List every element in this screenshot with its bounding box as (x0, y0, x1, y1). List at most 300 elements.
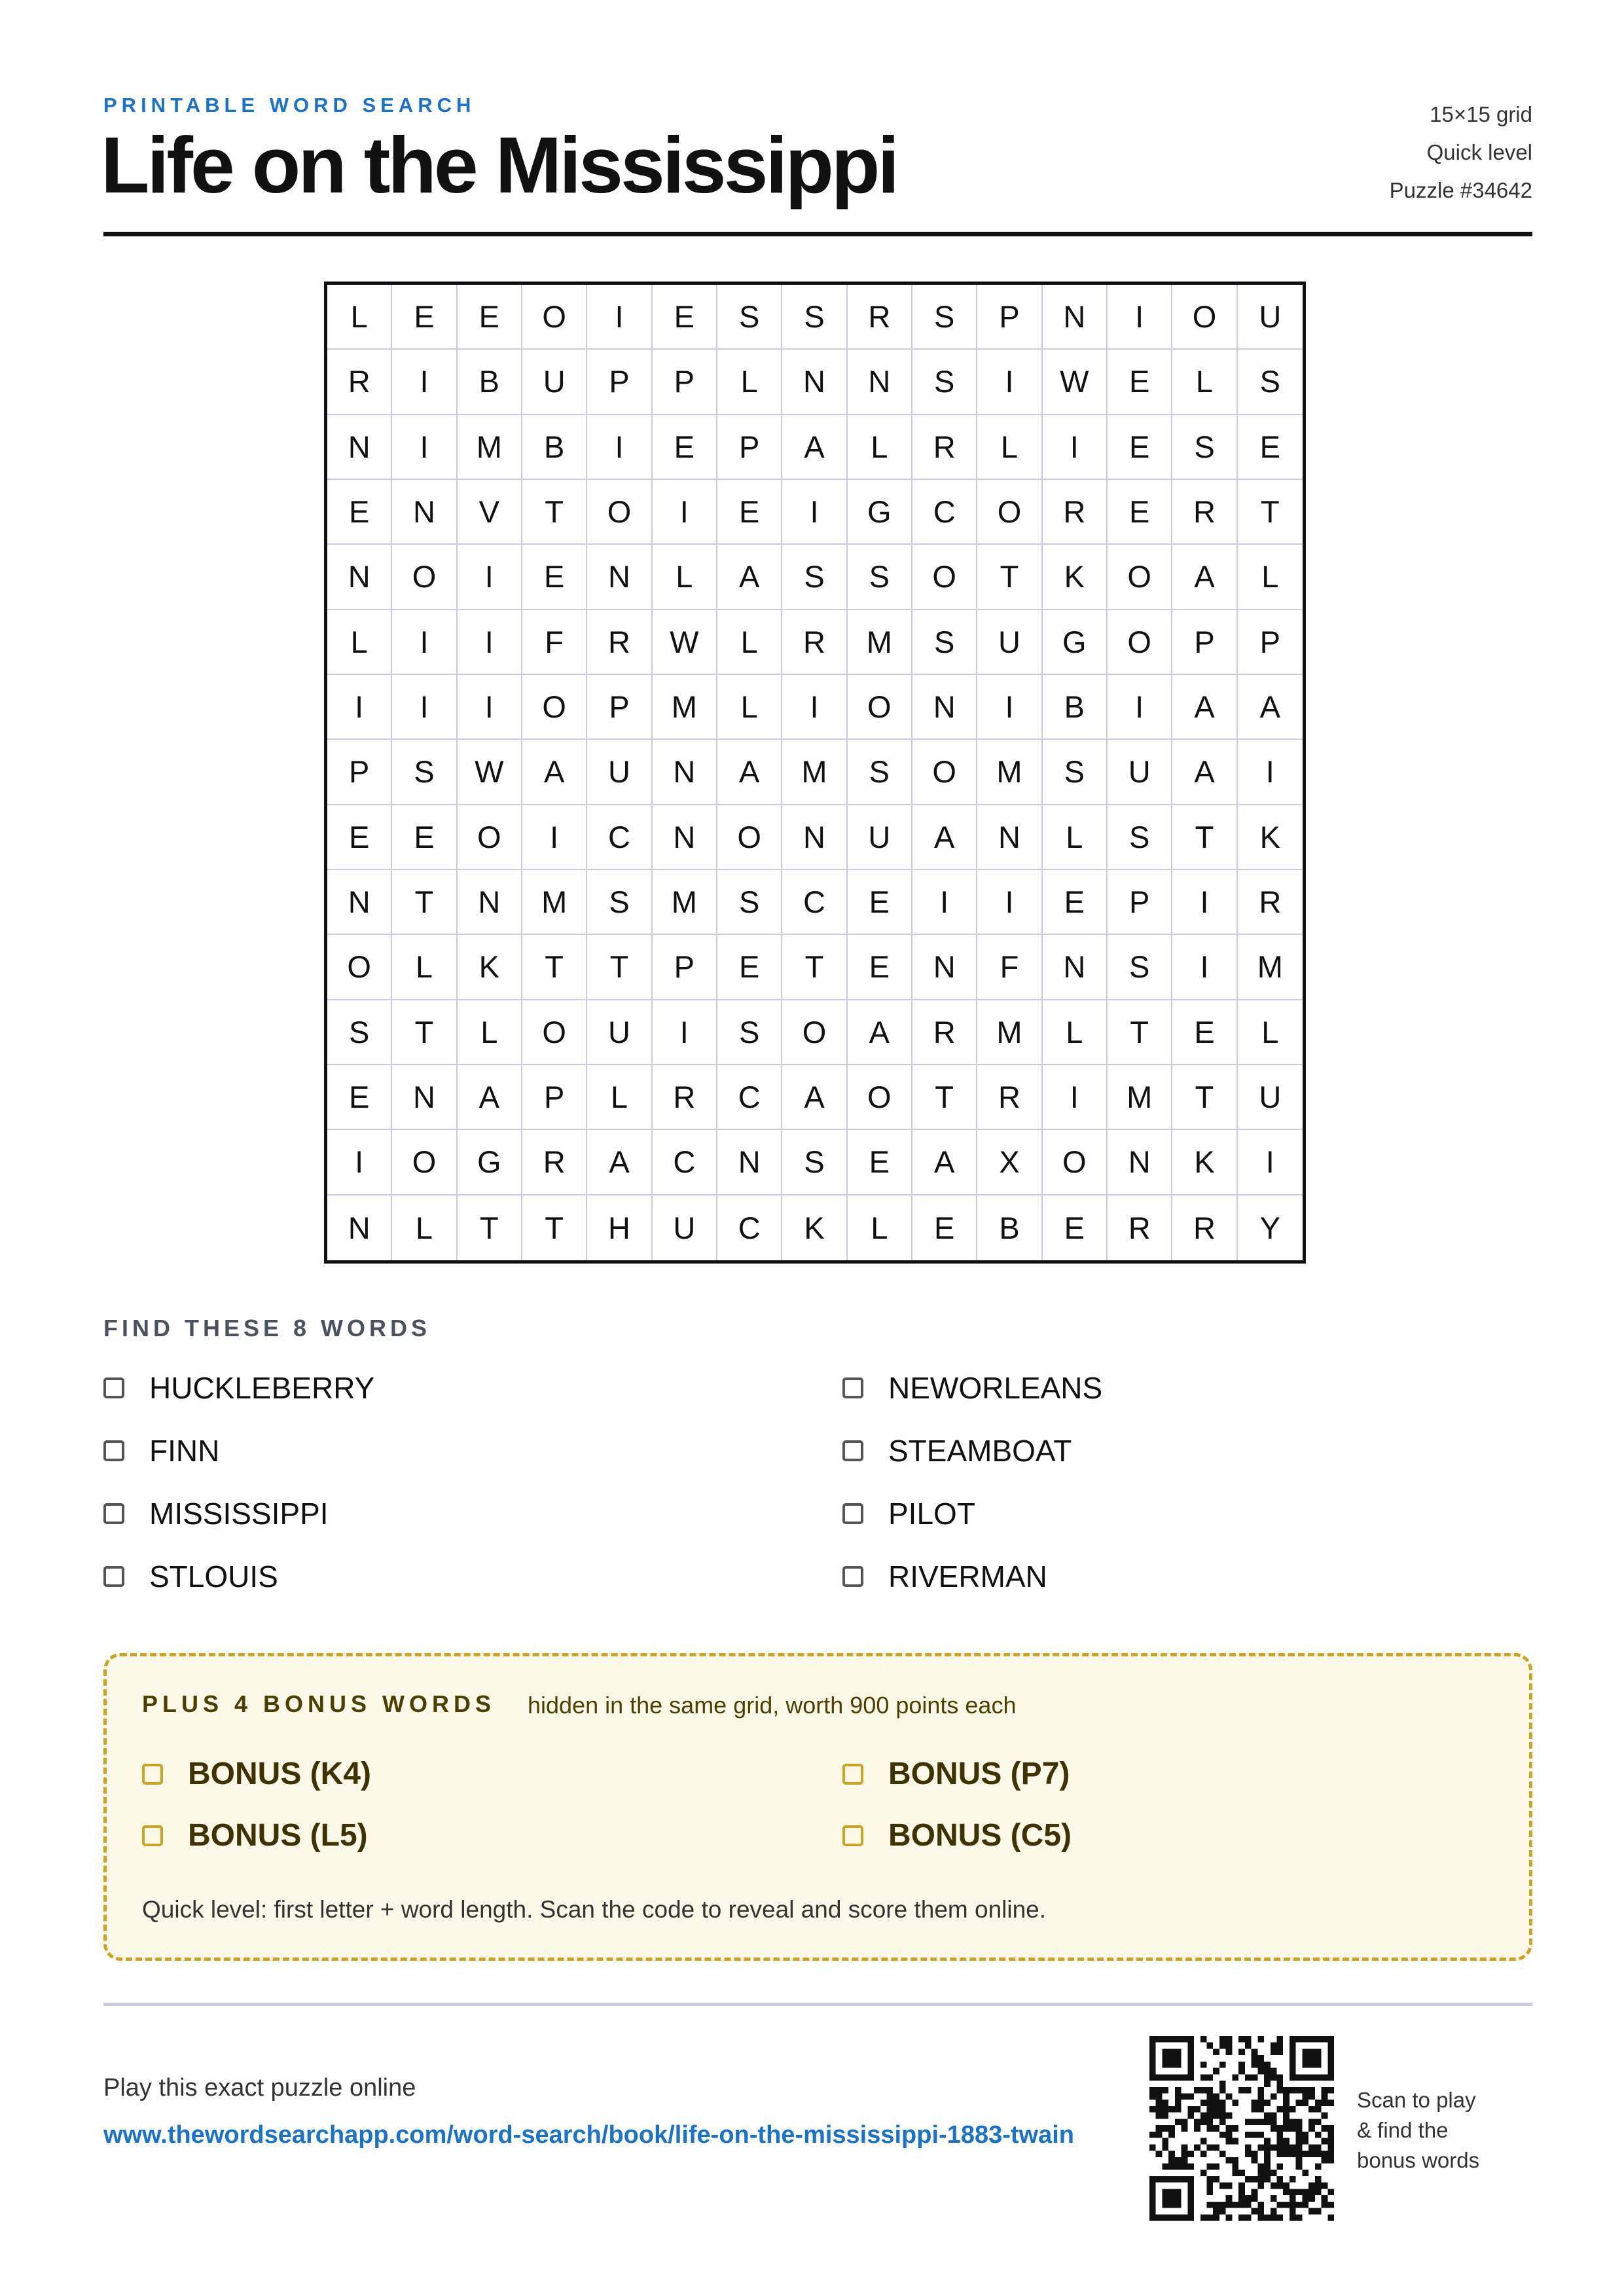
grid-cell[interactable]: L (717, 610, 782, 675)
qr-module (1302, 2189, 1308, 2195)
grid-cell[interactable]: O (912, 545, 977, 610)
word-label: STEAMBOAT (888, 1434, 1072, 1468)
qr-module (1302, 2170, 1308, 2176)
grid-cell[interactable]: A (782, 1065, 847, 1130)
grid-cell[interactable]: O (1172, 285, 1237, 350)
grid-cell[interactable]: U (1238, 1065, 1303, 1130)
grid-cell[interactable]: S (912, 610, 977, 675)
qr-module (1232, 2202, 1238, 2208)
grid-cell[interactable]: E (1043, 870, 1108, 935)
grid-cell[interactable]: O (848, 675, 912, 740)
grid-cell[interactable]: O (782, 1000, 847, 1065)
grid-cell[interactable]: L (977, 415, 1042, 480)
grid-cell[interactable]: T (392, 870, 457, 935)
grid-cell[interactable]: U (848, 805, 912, 870)
grid-cell[interactable]: T (458, 1195, 522, 1260)
grid-cell[interactable]: A (1172, 740, 1237, 805)
qr-module (1264, 2138, 1271, 2145)
grid-cell[interactable]: I (458, 610, 522, 675)
grid-cell[interactable]: I (1108, 675, 1172, 740)
grid-cell[interactable]: A (458, 1065, 522, 1130)
checkbox[interactable] (103, 1377, 124, 1398)
grid-cell[interactable]: L (458, 1000, 522, 1065)
grid-cell[interactable]: A (1238, 675, 1303, 740)
qr-module (1264, 2176, 1271, 2183)
grid-cell[interactable]: E (392, 285, 457, 350)
grid-cell[interactable]: A (1172, 545, 1237, 610)
bonus-item[interactable] (142, 1756, 371, 1792)
grid-cell[interactable]: E (912, 1195, 977, 1260)
grid-cell[interactable]: E (717, 480, 782, 545)
checkbox[interactable] (842, 1825, 863, 1846)
grid-cell[interactable]: K (1043, 545, 1108, 610)
grid-cell[interactable]: N (653, 740, 717, 805)
grid-cell[interactable]: M (782, 740, 847, 805)
grid-cell[interactable]: M (848, 610, 912, 675)
grid-cell[interactable]: N (327, 545, 392, 610)
grid-cell[interactable]: A (717, 740, 782, 805)
checkbox[interactable] (842, 1566, 863, 1587)
grid-cell[interactable]: E (327, 1065, 392, 1130)
checkbox[interactable] (103, 1503, 124, 1524)
grid-cell[interactable]: R (653, 1065, 717, 1130)
grid-cell[interactable]: A (1172, 675, 1237, 740)
grid-cell[interactable]: E (458, 285, 522, 350)
grid-cell[interactable]: I (458, 545, 522, 610)
grid-cell[interactable]: O (522, 675, 587, 740)
grid-cell[interactable]: P (1108, 870, 1172, 935)
qr-module (1271, 2214, 1277, 2221)
qr-module (1276, 2081, 1283, 2087)
grid-cell[interactable]: L (653, 545, 717, 610)
grid-cell[interactable]: N (587, 545, 652, 610)
checkbox[interactable] (103, 1440, 124, 1461)
grid-cell[interactable]: L (1238, 1000, 1303, 1065)
qr-module (1245, 2087, 1252, 2094)
grid-cell[interactable]: R (1172, 480, 1237, 545)
grid-cell[interactable]: L (848, 1195, 912, 1260)
grid-cell[interactable]: R (1238, 870, 1303, 935)
qr-module (1245, 2202, 1252, 2208)
qr-module (1252, 2049, 1258, 2055)
grid-cell[interactable]: O (912, 740, 977, 805)
grid-cell[interactable]: T (782, 935, 847, 1000)
grid-cell[interactable]: C (717, 1195, 782, 1260)
grid-cell[interactable]: O (848, 1065, 912, 1130)
grid-cell[interactable]: S (848, 740, 912, 805)
grid-cell[interactable]: S (782, 1130, 847, 1195)
qr-module (1257, 2183, 1264, 2189)
grid-cell[interactable]: O (392, 545, 457, 610)
grid-cell[interactable]: T (522, 480, 587, 545)
grid-cell[interactable]: N (1043, 935, 1108, 1000)
word-item[interactable] (103, 1559, 278, 1594)
grid-cell[interactable]: E (327, 805, 392, 870)
grid-cell[interactable]: S (1172, 415, 1237, 480)
grid-cell[interactable]: L (392, 935, 457, 1000)
qr-module (1207, 2202, 1214, 2208)
bonus-label: BONUS (K4) (188, 1757, 372, 1791)
grid-cell[interactable]: I (392, 610, 457, 675)
grid-cell[interactable]: E (1108, 415, 1172, 480)
grid-cell[interactable]: K (782, 1195, 847, 1260)
bonus-item[interactable] (842, 1817, 1072, 1853)
grid-cell[interactable]: P (1238, 610, 1303, 675)
grid-cell[interactable]: C (653, 1130, 717, 1195)
qr-module (1245, 2176, 1252, 2183)
qr-module (1213, 2176, 1219, 2183)
grid-cell[interactable]: E (1108, 350, 1172, 414)
grid-cell[interactable]: N (977, 805, 1042, 870)
grid-cell[interactable]: P (653, 350, 717, 414)
grid-cell[interactable]: K (458, 935, 522, 1000)
grid-cell[interactable]: I (392, 415, 457, 480)
grid-cell[interactable]: T (1238, 480, 1303, 545)
grid-cell[interactable]: O (392, 1130, 457, 1195)
grid-cell[interactable]: O (1108, 610, 1172, 675)
checkbox[interactable] (103, 1566, 124, 1587)
bonus-heading: PLUS 4 BONUS WORDS (142, 1690, 496, 1717)
grid-cell[interactable]: N (1108, 1130, 1172, 1195)
grid-cell[interactable]: U (587, 1000, 652, 1065)
grid-cell[interactable]: E (522, 545, 587, 610)
grid-cell[interactable]: U (587, 740, 652, 805)
grid-cell[interactable]: T (912, 1065, 977, 1130)
qr-module (1290, 2151, 1296, 2157)
grid-cell[interactable]: E (848, 870, 912, 935)
grid-cell[interactable]: S (782, 285, 847, 350)
word-item[interactable] (103, 1496, 329, 1531)
grid-cell[interactable]: P (717, 415, 782, 480)
qr-module (1232, 2138, 1238, 2145)
grid-cell[interactable]: I (1238, 1130, 1303, 1195)
grid-cell[interactable]: S (327, 1000, 392, 1065)
grid-cell[interactable]: S (848, 545, 912, 610)
grid-cell[interactable]: R (977, 1065, 1042, 1130)
grid-cell[interactable]: O (1043, 1130, 1108, 1195)
grid-cell[interactable]: A (848, 1000, 912, 1065)
word-item[interactable] (842, 1433, 1072, 1468)
word-item[interactable] (842, 1496, 975, 1531)
grid-cell[interactable]: O (717, 805, 782, 870)
grid-cell[interactable]: L (327, 610, 392, 675)
grid-cell[interactable]: A (912, 1130, 977, 1195)
grid-cell[interactable]: X (977, 1130, 1042, 1195)
grid-cell[interactable]: A (587, 1130, 652, 1195)
grid-cell[interactable]: T (1172, 805, 1237, 870)
grid-cell[interactable]: E (1172, 1000, 1237, 1065)
grid-cell[interactable]: I (392, 350, 457, 414)
grid-cell[interactable]: U (1108, 740, 1172, 805)
qr-module (1322, 2100, 1328, 2106)
grid-cell[interactable]: S (392, 740, 457, 805)
grid-cell[interactable]: N (912, 935, 977, 1000)
grid-cell[interactable]: L (1172, 350, 1237, 414)
grid-cell[interactable]: I (392, 675, 457, 740)
grid-cell[interactable]: L (1043, 1000, 1108, 1065)
grid-cell[interactable]: T (392, 1000, 457, 1065)
qr-code[interactable] (1149, 2036, 1334, 2221)
grid-cell[interactable]: B (977, 1195, 1042, 1260)
qr-module (1308, 2144, 1315, 2151)
grid-cell[interactable]: I (782, 675, 847, 740)
grid-cell[interactable]: R (1172, 1195, 1237, 1260)
grid-cell[interactable]: F (977, 935, 1042, 1000)
qr-module (1308, 2151, 1315, 2157)
grid-cell[interactable]: L (392, 1195, 457, 1260)
word-label: FINN (149, 1434, 220, 1468)
qr-module (1257, 2036, 1264, 2043)
grid-cell[interactable]: I (912, 870, 977, 935)
qr-module (1283, 2183, 1290, 2189)
grid-cell[interactable]: T (977, 545, 1042, 610)
checkbox[interactable] (842, 1764, 863, 1785)
grid-cell[interactable]: E (848, 1130, 912, 1195)
qr-module (1182, 2125, 1188, 2132)
qr-module (1149, 2094, 1156, 2100)
grid-cell[interactable]: U (977, 610, 1042, 675)
grid-cell[interactable]: S (1043, 740, 1108, 805)
grid-cell[interactable]: R (912, 415, 977, 480)
grid-cell[interactable]: N (782, 805, 847, 870)
qr-module (1194, 2125, 1200, 2132)
grid-cell[interactable]: N (848, 350, 912, 414)
qr-module (1296, 2144, 1303, 2151)
grid-cell[interactable]: S (912, 350, 977, 414)
grid-cell[interactable]: I (1172, 870, 1237, 935)
grid-cell[interactable]: I (327, 675, 392, 740)
grid-cell[interactable]: E (848, 935, 912, 1000)
grid-cell[interactable]: O (458, 805, 522, 870)
qr-module (1182, 2094, 1188, 2100)
grid-cell[interactable]: I (782, 480, 847, 545)
grid-cell[interactable]: N (327, 870, 392, 935)
qr-module (1194, 2144, 1200, 2151)
grid-cell[interactable]: L (1043, 805, 1108, 870)
grid-cell[interactable]: C (717, 1065, 782, 1130)
grid-cell[interactable]: L (1238, 545, 1303, 610)
qr-module (1264, 2062, 1271, 2068)
grid-cell[interactable]: N (1043, 285, 1108, 350)
grid-cell[interactable]: U (522, 350, 587, 414)
grid-cell[interactable]: N (327, 1195, 392, 1260)
grid-cell[interactable]: I (327, 1130, 392, 1195)
word-item[interactable] (842, 1370, 1102, 1406)
qr-module (1149, 2106, 1156, 2113)
grid-cell[interactable]: I (1043, 415, 1108, 480)
qr-module (1252, 2195, 1258, 2202)
word-item[interactable] (842, 1559, 1047, 1594)
grid-cell[interactable]: I (1238, 740, 1303, 805)
checkbox[interactable] (842, 1440, 863, 1461)
grid-cell[interactable]: W (458, 740, 522, 805)
grid-cell[interactable]: T (587, 935, 652, 1000)
grid-cell[interactable]: O (977, 480, 1042, 545)
grid-cell[interactable]: U (1238, 285, 1303, 350)
grid-cell[interactable]: I (977, 870, 1042, 935)
grid-cell[interactable]: N (392, 480, 457, 545)
grid-cell[interactable]: R (587, 610, 652, 675)
grid-cell[interactable]: E (653, 415, 717, 480)
qr-module (1290, 2214, 1296, 2221)
grid-cell[interactable]: L (327, 285, 392, 350)
grid-cell[interactable]: R (848, 285, 912, 350)
grid-cell[interactable]: K (1238, 805, 1303, 870)
grid-cell[interactable]: P (653, 935, 717, 1000)
grid-cell[interactable]: O (522, 1000, 587, 1065)
grid-cell[interactable]: O (522, 285, 587, 350)
grid-cell[interactable]: I (1172, 935, 1237, 1000)
grid-cell[interactable]: T (522, 1195, 587, 1260)
grid-cell[interactable]: I (1108, 285, 1172, 350)
grid-cell[interactable]: P (587, 675, 652, 740)
grid-cell[interactable]: S (1108, 805, 1172, 870)
qr-module (1175, 2106, 1182, 2113)
grid-cell[interactable]: G (458, 1130, 522, 1195)
qr-module (1207, 2163, 1214, 2170)
grid-cell[interactable]: S (1108, 935, 1172, 1000)
grid-cell[interactable]: C (912, 480, 977, 545)
qr-module (1302, 2151, 1308, 2157)
grid-cell[interactable]: I (1043, 1065, 1108, 1130)
grid-cell[interactable]: E (1108, 480, 1172, 545)
grid-cell[interactable]: P (587, 350, 652, 414)
grid-cell[interactable]: M (458, 415, 522, 480)
checkbox[interactable] (142, 1764, 163, 1785)
grid-cell[interactable]: W (1043, 350, 1108, 414)
grid-cell[interactable]: I (587, 285, 652, 350)
grid-cell[interactable]: U (653, 1195, 717, 1260)
word-item[interactable] (103, 1370, 374, 1406)
grid-cell[interactable]: R (327, 350, 392, 414)
grid-cell[interactable]: P (522, 1065, 587, 1130)
grid-cell[interactable]: I (522, 805, 587, 870)
grid-cell[interactable]: M (653, 870, 717, 935)
grid-cell[interactable]: L (717, 350, 782, 414)
qr-module (1213, 2208, 1219, 2215)
grid-cell[interactable]: L (848, 415, 912, 480)
grid-cell[interactable]: T (1108, 1000, 1172, 1065)
grid-cell[interactable]: F (522, 610, 587, 675)
grid-cell[interactable]: N (392, 1065, 457, 1130)
grid-cell[interactable]: A (522, 740, 587, 805)
grid-cell[interactable]: B (1043, 675, 1108, 740)
grid-cell[interactable]: N (912, 675, 977, 740)
grid-cell[interactable]: E (1238, 415, 1303, 480)
grid-cell[interactable]: P (977, 285, 1042, 350)
grid-cell[interactable]: M (1108, 1065, 1172, 1130)
grid-cell[interactable]: E (1043, 1195, 1108, 1260)
grid-cell[interactable]: E (327, 480, 392, 545)
grid-cell[interactable]: M (977, 1000, 1042, 1065)
grid-cell[interactable]: I (653, 1000, 717, 1065)
grid-cell[interactable]: B (522, 415, 587, 480)
grid-cell[interactable]: R (912, 1000, 977, 1065)
checkbox[interactable] (842, 1503, 863, 1524)
grid-cell[interactable]: K (1172, 1130, 1237, 1195)
grid-cell[interactable]: O (1108, 545, 1172, 610)
grid-cell[interactable]: S (717, 285, 782, 350)
bonus-item[interactable] (142, 1817, 368, 1853)
grid-cell[interactable]: S (717, 1000, 782, 1065)
qr-module (1302, 2100, 1308, 2106)
grid-cell[interactable]: C (587, 805, 652, 870)
grid-cell[interactable]: Y (1259, 1210, 1280, 1245)
grid-cell[interactable]: N (653, 805, 717, 870)
grid-cell[interactable]: M (653, 675, 717, 740)
grid-cell[interactable]: I (458, 675, 522, 740)
grid-cell[interactable]: S (782, 545, 847, 610)
qr-module (1213, 2163, 1219, 2170)
grid-cell[interactable]: R (522, 1130, 587, 1195)
qr-module (1271, 2094, 1277, 2100)
qr-module (1226, 2195, 1233, 2202)
grid-cell[interactable]: L (587, 1065, 652, 1130)
grid-cell[interactable]: P (327, 740, 392, 805)
grid-cell[interactable]: S (717, 870, 782, 935)
checkbox[interactable] (842, 1377, 863, 1398)
grid-cell[interactable]: S (1238, 350, 1303, 414)
grid-cell[interactable]: W (653, 610, 717, 675)
grid-cell[interactable]: S (587, 870, 652, 935)
grid-cell[interactable]: N (717, 1130, 782, 1195)
grid-cell[interactable]: A (717, 545, 782, 610)
grid-cell[interactable]: O (327, 935, 392, 1000)
grid-cell[interactable]: N (782, 350, 847, 414)
qr-module (1308, 2195, 1315, 2202)
grid-cell[interactable]: A (912, 805, 977, 870)
grid-cell[interactable]: R (782, 610, 847, 675)
qr-module (1302, 2138, 1308, 2145)
grid-cell[interactable]: G (848, 480, 912, 545)
grid-cell[interactable]: C (782, 870, 847, 935)
grid-cell[interactable]: P (1172, 610, 1237, 675)
grid-cell[interactable]: I (977, 675, 1042, 740)
bonus-item[interactable] (842, 1756, 1070, 1792)
grid-cell[interactable]: V (458, 480, 522, 545)
grid-cell[interactable]: E (653, 285, 717, 350)
grid-cell[interactable]: L (717, 675, 782, 740)
qr-module (1315, 2100, 1322, 2106)
puzzle-link[interactable]: www.thewordsearchapp.com/word-search/book/life-on-the-mississippi-1883-twain (103, 2121, 1075, 2149)
grid-cell[interactable]: M (977, 740, 1042, 805)
grid-cell[interactable]: M (1238, 935, 1303, 1000)
grid-cell[interactable]: E (717, 935, 782, 1000)
grid-cell[interactable]: R (1108, 1195, 1172, 1260)
grid-cell[interactable]: E (392, 805, 457, 870)
grid-cell[interactable]: I (977, 350, 1042, 414)
grid-cell[interactable]: S (912, 285, 977, 350)
grid-cell[interactable]: N (458, 870, 522, 935)
grid-cell[interactable]: H (587, 1195, 652, 1260)
grid-cell[interactable]: G (1043, 610, 1108, 675)
grid-cell[interactable]: R (1043, 480, 1108, 545)
grid-cell[interactable]: T (522, 935, 587, 1000)
grid-cell[interactable]: M (522, 870, 587, 935)
grid-cell[interactable]: T (1172, 1065, 1237, 1130)
grid-cell[interactable]: I (587, 415, 652, 480)
grid-cell[interactable]: B (458, 350, 522, 414)
qr-module (1315, 2144, 1322, 2151)
checkbox[interactable] (142, 1825, 163, 1846)
grid-cell[interactable]: A (782, 415, 847, 480)
grid-cell[interactable]: O (587, 480, 652, 545)
grid-cell[interactable]: N (327, 415, 392, 480)
qr-module (1245, 2144, 1252, 2151)
word-item[interactable] (103, 1433, 219, 1468)
grid-cell[interactable]: I (653, 480, 717, 545)
qr-module (1213, 2113, 1219, 2119)
